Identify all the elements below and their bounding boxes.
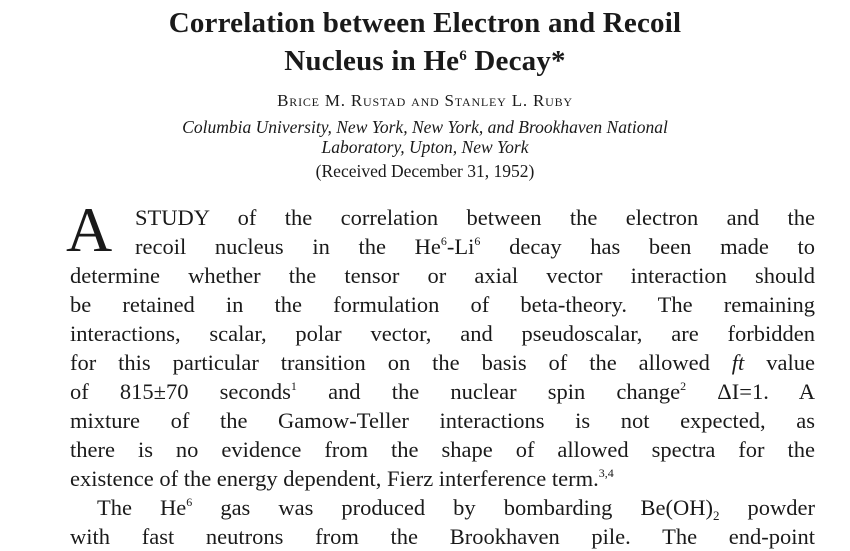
body-line (70, 348, 815, 377)
body-line: be retained in the formulation of beta-theory. The remaining (70, 292, 815, 317)
body-line: interactions, scalar, polar vector, and pseudoscalar, are forbidden (70, 321, 815, 346)
reference-marker: 1 (290, 379, 297, 393)
affiliation-line-2: Laboratory, Upton, New York (321, 137, 529, 157)
text-run: The He (97, 495, 187, 520)
italic-term: ft (731, 350, 745, 375)
reference-marker: 3,4 (598, 466, 614, 480)
title-text: Nucleus in He (284, 45, 460, 77)
text-run: gas was produced by bombarding Be(OH) (192, 495, 713, 520)
body-line: with fast neutrons from the Brookhaven pile. The end-point (70, 524, 815, 549)
superscript: 6 (186, 495, 193, 509)
body-line: determine whether the tensor or axial vector interaction should (70, 263, 815, 288)
text-run: value (744, 350, 815, 375)
text-run: decay has been made to (480, 234, 815, 259)
text-run: powder (719, 495, 815, 520)
body-line: mixture of the Gamow-Teller interactions is not expected, as (70, 408, 815, 433)
paper-title-line-1: Correlation between Electron and Recoil (168, 7, 682, 39)
author-line: Brice M. Rustad and Stanley L. Ruby (277, 91, 573, 110)
superscript: 6 (440, 234, 447, 248)
paper-title-line-2 (0, 42, 850, 85)
subscript: 2 (712, 508, 720, 523)
text-run: ΔI=1. A (686, 379, 815, 404)
text-run: existence of the energy dependent, Fierz interference term. (70, 466, 599, 491)
drop-cap: A (66, 194, 113, 265)
text-run: and the nuclear spin change (296, 379, 681, 404)
text-run: -Li (446, 234, 475, 259)
title-superscript: 6 (459, 48, 467, 64)
title-tail: Decay* (466, 45, 566, 77)
received-date: (Received December 31, 1952) (315, 161, 535, 181)
affiliation-line-1: Columbia University, New York, New York, and Brookhaven National (182, 117, 668, 137)
text-run: for this particular transition on the basis of the allowed (70, 350, 732, 375)
reference-marker: 2 (680, 379, 687, 393)
body-line: STUDY of the correlation between the electron and the (135, 205, 815, 230)
text-run: recoil nucleus in the He (135, 234, 441, 259)
superscript: 6 (474, 234, 481, 248)
body-line: there is no evidence from the shape of allowed spectra for the (70, 437, 815, 462)
text-run: of 815±70 seconds (70, 379, 291, 404)
